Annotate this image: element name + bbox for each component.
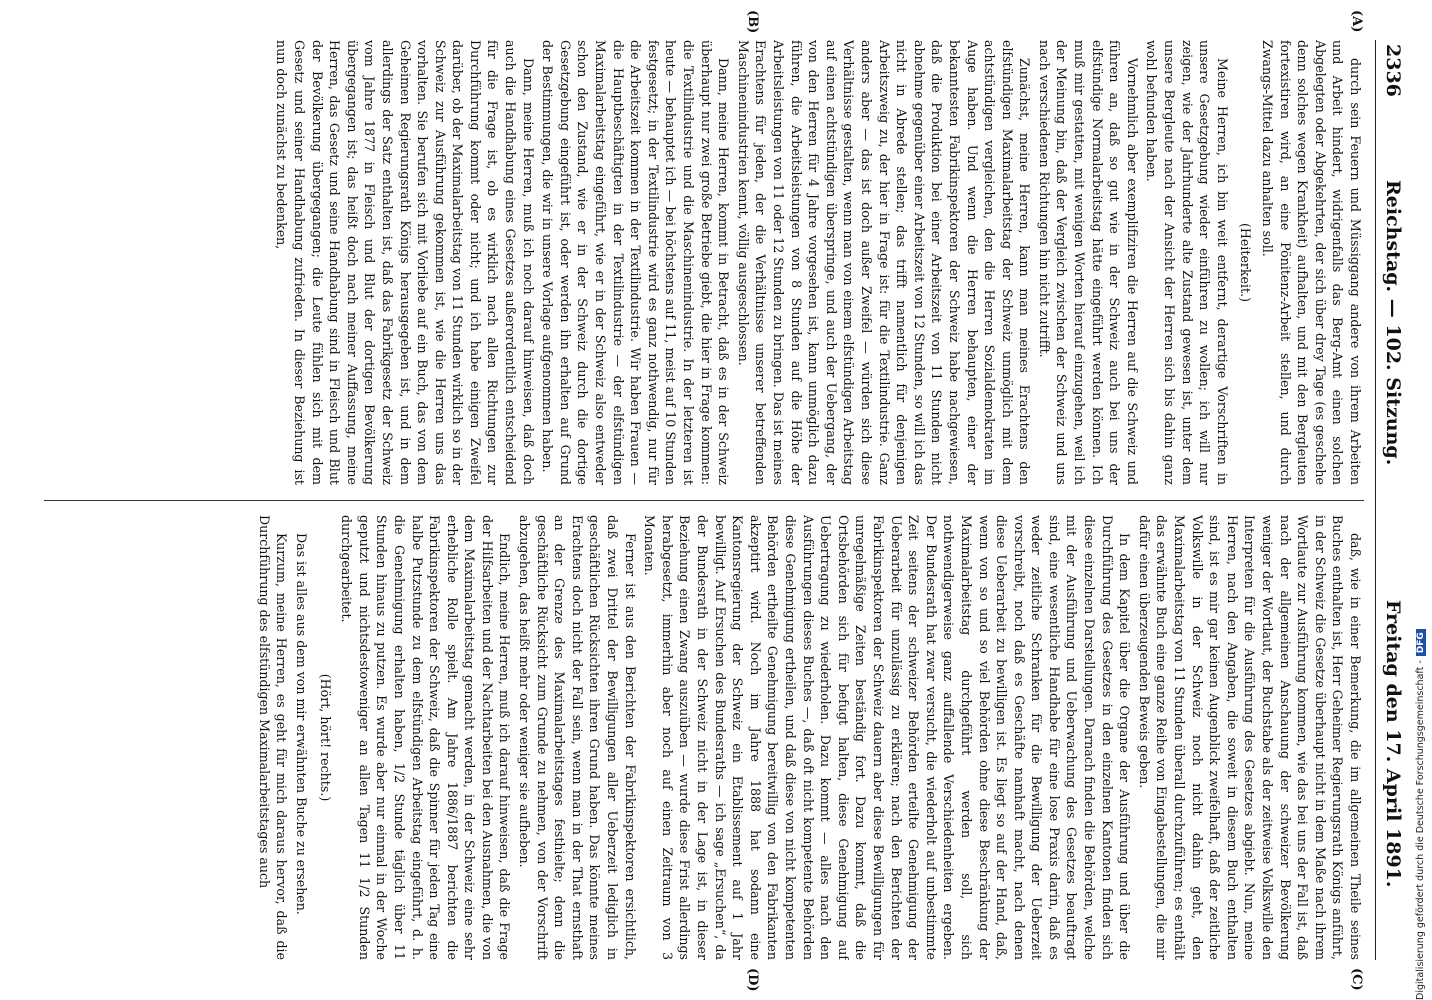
paragraph: Dann, meine Herren, kommt in Betracht, daß es in der Schweiz überhaupt nur zwei große Betriebe giebt, die hier in Frage kommen: die Textilindustrie und die Maschinenindustrie. In der letzteren ist heute — behauptet ich — bei höchstens auf 11, meist auf 10 Stunden festgesetzt; in der Textilindustrie wird es ganz nothwendig, nur für die Arbeitszeit kommen in der Textilindustrie. Wir haben Frauen — die Hauptbeschäftigten in der Textilindustrie — der elfstündigen Maximalarbeitstag eingeführt, wie er in der Schweiz also entweder schon den Zustand, wie er in der Schweiz durch die dortige Gesetzgebung eingeführt ist, oder werden ihn erhalten auf Grund der Bestimmungen, die wir in unsere Vorlage aufgenommen haben.: [540, 40, 732, 485]
paragraph: Dann, meine Herren, muß ich noch darauf hinweisen, daß doch auch die Handhabung eines Gesetzes außerordentlich entscheidend für die Frage ist, ob es wirklich nach allen Richtungen zur Durchführung kommt oder nicht; und ich habe einigen Zweifel darüber, ob der Maximalarbeitstag von 11 Stunden wirklich so in der Schweiz zur Ausführung gekommen ist, wie die Herren uns das vorhalten. Sie berufen sich mit Vorliebe auf ein Buch, das von dem Geheimen Regierungsrath Königs herausgegeben ist, und in dem allerdings der Satz enthalten ist, daß das Fabrikgesetz der Schweiz vom Jahre 1877 in Fleisch und Blut der dortigen Bevölkerung übergegangen ist; das heißt doch nach meiner Auffassung, meine Herren, das Gesetz und seine Handhabung sind in Fleisch und Blut der Bevölkerung übergegangen; die Leute fühlen sich mit dem Gesetz und seiner Handhabung zufrieden. In dieser Beziehung ist nun doch zunächst zu bedenken,: [274, 40, 536, 485]
section-marker-d: (D): [745, 968, 760, 992]
paragraph: Das ist alles aus dem von mir erwähnten Buche zu ersehen.: [293, 533, 309, 915]
paragraph: daß, wie in einer Bemerkung, die im allgemeinen Theile seines Buches enthalten ist, Herr Geheimer Regierungsrath Königs anführt, in der Schweiz die Gesetze überhaupt nicht in dem Maße nach ihrem Wortlaute zur Ausführung kommen, wie das bei uns der Fall ist, daß nach der allgemeinen Anschauung der schweizer Bevölkerung weniger der Wortlaut, der Buchstabe als der zeitweise Volkswille den Interpreten für die Ausführung des Gesetzes abgiebt. Nun, meine Herren, nach den Angaben, die soweit in diesem Buch enthalten sind, ist es mir gar keinen Augenblick zweifelhaft, daß der zeitliche Volkswille in der Schweiz noch nicht dahin geht, den Maximalarbeitstag von 11 Stunden überall durchzuführen; es enthält das erwähnte Buch eine ganze Reihe von Eingabestellungen, die mir dafür einen überzeugenden Beweis geben.: [1136, 515, 1363, 960]
section-marker-c: (C): [1349, 968, 1364, 991]
paragraph: Kurzum, meine Herren, es geht für mich daraus hervor, daß die Durchführung des elfstündigen Maximalarbeitstages auch: [256, 515, 290, 960]
interjection: (Heiterkeit.): [1238, 223, 1254, 302]
paragraph: Zunächst, meine Herren, kann man meines Erachtens den elfstündigen Maximalarbeitstag der Schweiz unmöglich mit dem achtstündigen vergleichen, den die Herren Sozialdemokraten im Auge haben. Und wenn die Herren behaupten, einer der bekanntesten Fabrikinspektoren der Schweiz habe nachgewiesen, daß die Produktion bei einer Arbeitszeit von 11 Stunden nicht abnehme gegenüber einer Arbeitszeit von 12 Stunden, so will ich das nicht in Abrede stellen; das trifft namentlich für denjenigen Arbeitszweig zu, der hier in Frage ist: für die Textilindustrie. Ganz anders aber — das ist doch außer Zweifel — würden sich diese Verhältnisse gestalten, wenn man von einem elfstündigen Arbeitstag auf einen achtstündigen überspringe, und auch der Uebergang, der von den Herren für 4 Jahre vorgesehen ist, kann unmöglich dazu führen, die Arbeitsleistungen von 8 Stunden auf die Höhe der Arbeitsleistungen von 11 oder 12 Stunden zu bringen. Das ist meines Erachtens für jeden, der die Verhältnisse unserer betreffenden Maschinenindustrien kennt, völlig ausgeschlossen.: [735, 40, 1033, 485]
dfg-logo: DFG: [1416, 629, 1426, 656]
paragraph: Endlich, meine Herren, muß ich darauf hinweisen, daß die Frage der Hilfsarbeiten und der Nachtarbeiten bei den Ausnahmen, die von dem Maximalarbeitstag gemacht werden, in der Schweiz eine sehr erhebliche Rolle spielt. Am Jahre 1886/1887 berichten die Fabrikinspektoren der Schweiz, daß die Spinner für jeden Tag eine halbe Putzstunde zu dem elfstündigen Arbeitstag eingeführt, d. h. die Genehmigung erhalten haben, 1/2 Stunde täglich über 11 Stunden hinaus zu putzen. Es wurde aber nur einmal in der Woche geputzt und nichtsdestoweniger an allen Tagen 11 1/2 Stunden durchgearbeitet.: [339, 515, 513, 960]
running-head: [1375, 40, 1410, 960]
page-body: [22, 10, 1410, 992]
digitization-credit: [1412, 0, 1432, 1000]
interjection: (Hört, hört! rechts.): [317, 673, 333, 802]
left-column: [44, 40, 1364, 485]
section-marker-b: (B): [745, 10, 760, 34]
section-marker-a: (A): [1349, 10, 1364, 33]
credit-line: [1415, 0, 1429, 1000]
right-column: [44, 515, 1364, 960]
paragraph: Meine Herren, ich bin weit entfernt, derartige Vorschriften in unsere Gesetzgebung wieder einführen zu wollen; ich will nur zeigen, wie der Jahrhunderte alte Zustand gewesen ist, unter dem unsere Bergleute nach der Ansicht der Herren sich bis dahin ganz wohl befunden haben.: [1144, 40, 1230, 485]
paragraph: Ferner ist aus den Berichten der Fabrikinspektoren ersichtlich, daß zwei Drittel der Bewilligungen aller Ueberzeit lediglich in geschäftlichen Rücksichten ihren Grund haben. Das könnte meines Erachtens doch nicht der Fall sein, wenn man in der That ernsthaft an der Grenze des Maximalarbeitstages festhielte; denn die geschäftliche Rücksicht zum Grunde zu nehmen, von der Vorschrift abzugehen, das heißt mehr oder weniger sie aufheben.: [517, 515, 638, 960]
column-divider: [44, 500, 1364, 501]
session-title: Reichstag. — 102. Sitzung.: [1382, 180, 1404, 466]
paragraph: durch sein Feuern und Müssiggang andere von ihrem Arbeiten und Arbeit hindert, widrigenfalls das Berg-Amt einen solchen Abgelegten oder Abgekehrten, der sich über drey Tage (es geschehe denn solches wegen Krankheit) aufhalten, und mit den Bergleuten fortexistiren wird, an eine Pönitenz-Arbeit stellen, und durch Zwangs-Mittel dazu anhalten soll.: [1260, 40, 1363, 485]
date-header: Freitag den 17. April 1891.: [1382, 600, 1404, 888]
credit-text: Digitalisierung gefördert durch die Deutsche Forschungsgemeinschaft -: [1415, 660, 1426, 1000]
paragraph: Vornehmlich aber exemplifiziren die Herren auf die Schweiz und führen an, daß so gut wie in der Schweiz auch bei uns der elfstündige Normalarbeitstag hätte eingeführt werden können. Ich muß mir gestatten, mit wenigen Worten hierauf einzugehen, weil ich der Meinung bin, daß der Vergleich zwischen der Schweiz und uns nach verschiedenen Richtungen hin nicht zutrifft.: [1036, 40, 1140, 485]
paragraph: In dem Kapitel über die Organe der Ausführung und über die Durchführung des Gesetzes in den einzelnen Kantonen finden sich diese einzelnen Darstellungen. Darnach finden die Behörden, welche mit der Ausführung und Ueberwachung des Gesetzes beauftragt sind, eine wesentliche Handhabe für eine lose Praxis darin, daß es weder zeitliche Schranken für die Bewilligung der Ueberzeit vorschreibt, noch daß es Geschäfte namhaft macht, nach denen diese Ueberarbeit zu bewilligen ist. Es liegt so auf der Hand, daß, wenn von so und so viel Behörden ohne diese Beschränkung der Maximalarbeitstag durchgeführt werden soll, sich nothwendigerweise ganz auffallende Verschiedenheiten ergeben. Der Bundesrath hat zwar versucht, die wiederholt auf unbestimmte Zeit seitens der schweizer Behörden erteilte Genehmigung der Ueberarbeit für unzulässig zu erklären; nach den Berichten der Fabrikinspektoren der Schweiz dauern aber diese Bewilligungen für unregelmäßige Zeiten beständig fort. Dazu kommt, daß die Ortsbehörden sich für befugt halten, diese Genehmigung auf Uebertragung zu wiederholen. Dazu kommt — alles nach den Ausführungen dieses Buches —, daß oft nicht kompetente Behörden diese Genehmigung ertheilen, und daß diese von nicht kompetenten Behörden ertheilte Genehmigung bereitwillig von den Fabrikanten akzeptirt wird. Noch im Jahre 1888 hat sodann eine Kantonsregierung der Schweiz ein Etablissement auf 1 Jahr bewilligt. Auf Ersuchen des Bundesraths — ich sage „Ersuchen“, da der Bundesrath in der Schweiz nicht in der Lage ist, in dieser Beziehung einen Zwang auszuüben — wurde diese Frist allerdings herabgesetzt, immerhin aber noch auf einen Zeitraum von 3 Monaten.: [642, 515, 1133, 960]
page-number: 2336: [1382, 44, 1404, 97]
